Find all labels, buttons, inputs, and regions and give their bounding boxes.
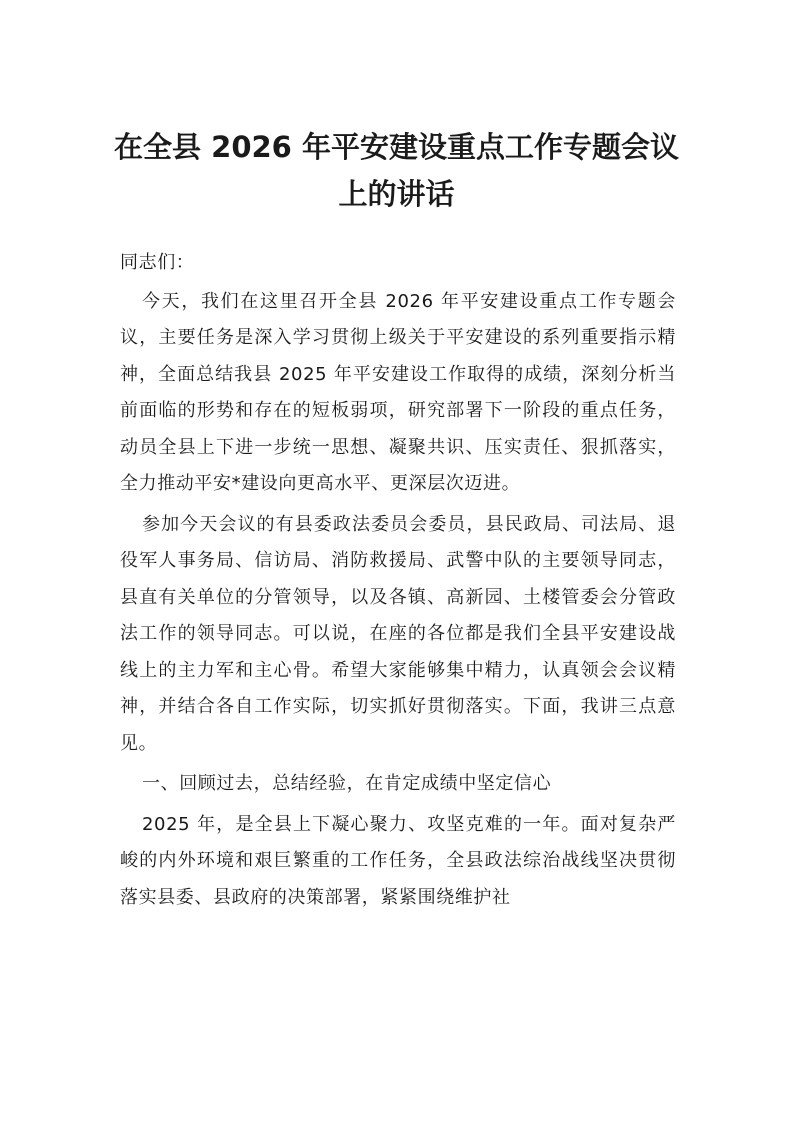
document-title xyxy=(100,124,693,218)
paragraph-opening: 今天，我们在这里召开全县 2026 年平安建设重点工作专题会议，主要任务是深入学习贯彻上级关于平安建设的系列重要指示精神，全面总结我县 2025 年平安建设工作取得的成绩，深刻分析当前面临的形势和存在的短板弱项，研究部署下一阶段的重点任务，动员全县上下进一步统一思想、凝聚共识、压实责任、狠抓落实，全力推动平安*建设向更高水平、更深层次迈进。 xyxy=(120,290,676,494)
document-body xyxy=(120,245,676,920)
title-line-1: 在全县 2026 年平安建设重点工作专题会议 xyxy=(114,130,679,164)
section-heading: 一、回顾过去，总结经验，在肯定成绩中坚定信心 xyxy=(142,773,552,794)
section-paragraph: 2025 年，是全县上下凝心聚力、攻坚克难的一年。面对复杂严峻的内外环境和艰巨繁重的工作任务，全县政法综治战线坚决贯彻落实县委、县政府的决策部署，紧紧围绕维护社 xyxy=(120,813,676,908)
greeting: 同志们： xyxy=(120,252,195,273)
paragraph-attendees: 参加今天会议的有县委政法委员会委员，县民政局、司法局、退役军人事务局、信访局、消防救援局、武警中队的主要领导同志，县直有关单位的分管领导，以及各镇、高新园、土楼管委会分管政法工作的领导同志。可以说，在座的各位都是我们全县平安建设战线上的主力军和主心骨。希望大家能够集中精力，认真领会会议精神，并结合各自工作实际，切实抓好贯彻落实。下面，我讲三点意见。 xyxy=(120,513,676,754)
title-line-2: 上的讲话 xyxy=(338,177,455,211)
